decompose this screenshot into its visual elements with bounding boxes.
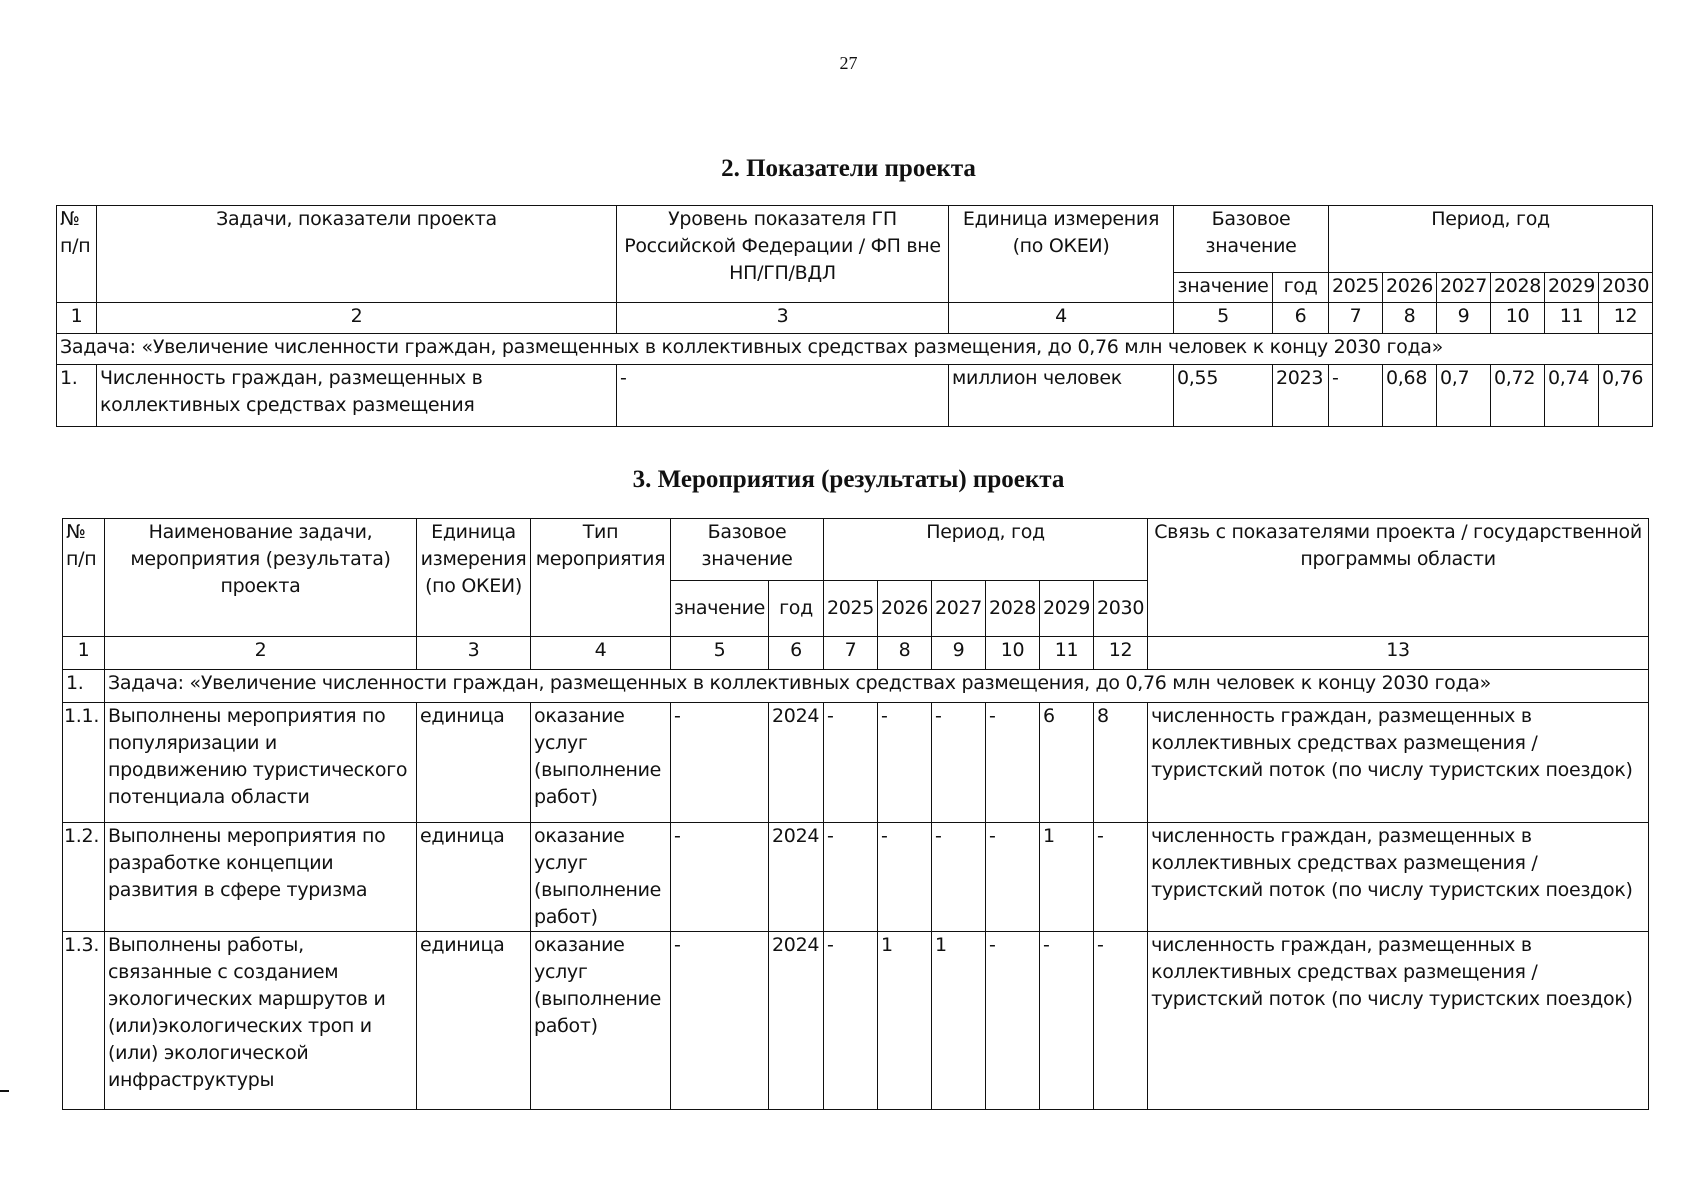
year-value: 6 (1040, 703, 1094, 823)
indicators-table (56, 205, 1653, 427)
year-value: 1 (932, 932, 986, 1110)
year-value: - (986, 823, 1040, 932)
base-value: 0,55 (1174, 365, 1273, 427)
table-row (63, 823, 1649, 932)
year-value: 1 (878, 932, 932, 1110)
col-number: 4 (531, 637, 671, 670)
col-number: 6 (1273, 303, 1329, 334)
year-value: - (824, 823, 878, 932)
activity-link: численность граждан, размещенных в коллективных средствах размещения / туристский поток (по числу туристских поездок) (1148, 932, 1649, 1110)
base-year: 2024 (769, 823, 824, 932)
col-number: 13 (1148, 637, 1649, 670)
year-value: - (1094, 823, 1148, 932)
year-value: - (878, 823, 932, 932)
activity-name: Выполнены работы, связанные с созданием экологических маршрутов и (или)экологических троп и (или) экологической инфраструктуры (105, 932, 417, 1110)
header-tasks: Задачи, показатели проекта (97, 206, 617, 303)
row-num: 1.1. (63, 703, 105, 823)
year-value: 0,68 (1383, 365, 1437, 427)
activity-link: численность граждан, размещенных в коллективных средствах размещения / туристский поток (по числу туристских поездок) (1148, 823, 1649, 932)
header-base-value: значение (1174, 273, 1273, 303)
year-value: - (1040, 932, 1094, 1110)
task-row: Задача: «Увеличение численности граждан, размещенных в коллективных средствах размещения, до 0,76 млн человек к концу 2030 года» (57, 334, 1653, 365)
base-value: - (671, 932, 769, 1110)
col-number: 6 (769, 637, 824, 670)
activity-type: оказание услуг (выполнение работ) (531, 703, 671, 823)
activity-unit: единица (417, 932, 531, 1110)
header-year: 2027 (1437, 273, 1491, 303)
year-value: - (986, 703, 1040, 823)
activity-type: оказание услуг (выполнение работ) (531, 823, 671, 932)
activity-link: численность граждан, размещенных в коллективных средствах размещения / туристский поток (по числу туристских поездок) (1148, 703, 1649, 823)
column-number-row (63, 637, 1649, 670)
header-base-value: значение (671, 581, 769, 637)
header-period: Период, год (1329, 206, 1653, 273)
indicator-name: Численность граждан, размещенных в коллективных средствах размещения (97, 365, 617, 427)
base-year: 2024 (769, 932, 824, 1110)
header-unit: Единица измерения (по ОКЕИ) (417, 519, 531, 637)
header-year: 2027 (932, 581, 986, 637)
activity-unit: единица (417, 703, 531, 823)
row-num: 1.2. (63, 823, 105, 932)
header-year: 2030 (1094, 581, 1148, 637)
header-year: 2025 (1329, 273, 1383, 303)
col-number: 8 (1383, 303, 1437, 334)
row-num: 1. (57, 365, 97, 427)
year-value: - (1094, 932, 1148, 1110)
year-value: 1 (1040, 823, 1094, 932)
header-link: Связь с показателями проекта / государственной программы области (1148, 519, 1649, 637)
year-value: - (824, 703, 878, 823)
base-year: 2024 (769, 703, 824, 823)
col-number: 10 (986, 637, 1040, 670)
col-number: 2 (105, 637, 417, 670)
col-number: 1 (63, 637, 105, 670)
col-number: 3 (617, 303, 949, 334)
header-year: 2030 (1599, 273, 1653, 303)
section-3-title: 3. Мероприятия (результаты) проекта (632, 466, 1065, 493)
header-year: 2029 (1040, 581, 1094, 637)
col-number: 7 (1329, 303, 1383, 334)
col-number: 7 (824, 637, 878, 670)
year-value: 0,72 (1491, 365, 1545, 427)
col-number: 10 (1491, 303, 1545, 334)
col-number: 11 (1545, 303, 1599, 334)
year-value: 8 (1094, 703, 1148, 823)
header-base: Базовое значение (1174, 206, 1329, 273)
header-base-year: год (769, 581, 824, 637)
header-year: 2026 (878, 581, 932, 637)
activity-type: оказание услуг (выполнение работ) (531, 932, 671, 1110)
activities-table (62, 518, 1649, 1110)
task-row: Задача: «Увеличение численности граждан, размещенных в коллективных средствах размещения, до 0,76 млн человек к концу 2030 года» (105, 670, 1649, 703)
col-number: 2 (97, 303, 617, 334)
year-value: - (824, 932, 878, 1110)
column-number-row (57, 303, 1653, 334)
year-value: - (932, 703, 986, 823)
header-year: 2028 (1491, 273, 1545, 303)
header-num: № п/п (63, 519, 105, 637)
margin-mark (0, 1090, 9, 1092)
col-number: 8 (878, 637, 932, 670)
header-unit: Единица измерения (по ОКЕИ) (949, 206, 1174, 303)
header-level: Уровень показателя ГП Российской Федерации / ФП вне НП/ГП/ВДЛ (617, 206, 949, 303)
year-value: - (932, 823, 986, 932)
col-number: 5 (671, 637, 769, 670)
col-number: 9 (1437, 303, 1491, 334)
task-num: 1. (63, 670, 105, 703)
activity-name: Выполнены мероприятия по популяризации и продвижению туристического потенциала области (105, 703, 417, 823)
indicator-level: - (617, 365, 949, 427)
header-type: Тип мероприятия (531, 519, 671, 637)
year-value: - (986, 932, 1040, 1110)
header-year: 2025 (824, 581, 878, 637)
base-value: - (671, 823, 769, 932)
activity-name: Выполнены мероприятия по разработке концепции развития в сфере туризма (105, 823, 417, 932)
col-number: 11 (1040, 637, 1094, 670)
col-number: 9 (932, 637, 986, 670)
year-value: 0,76 (1599, 365, 1653, 427)
header-year: 2029 (1545, 273, 1599, 303)
indicator-unit: миллион человек (949, 365, 1174, 427)
header-period: Период, год (824, 519, 1148, 581)
col-number: 4 (949, 303, 1174, 334)
header-year: 2028 (986, 581, 1040, 637)
year-value: 0,7 (1437, 365, 1491, 427)
base-year: 2023 (1273, 365, 1329, 427)
col-number: 1 (57, 303, 97, 334)
col-number: 5 (1174, 303, 1273, 334)
header-year: 2026 (1383, 273, 1437, 303)
header-name: Наименование задачи, мероприятия (результата) проекта (105, 519, 417, 637)
header-num: № п/п (57, 206, 97, 303)
header-base: Базовое значение (671, 519, 824, 581)
table-row (63, 703, 1649, 823)
year-value: 0,74 (1545, 365, 1599, 427)
base-value: - (671, 703, 769, 823)
table-row (63, 932, 1649, 1110)
col-number: 12 (1094, 637, 1148, 670)
header-base-year: год (1273, 273, 1329, 303)
section-2-title: 2. Показатели проекта (721, 155, 976, 182)
table-row (57, 365, 1653, 427)
col-number: 12 (1599, 303, 1653, 334)
activity-unit: единица (417, 823, 531, 932)
page-number: 27 (839, 53, 858, 73)
row-num: 1.3. (63, 932, 105, 1110)
year-value: - (878, 703, 932, 823)
col-number: 3 (417, 637, 531, 670)
year-value: - (1329, 365, 1383, 427)
